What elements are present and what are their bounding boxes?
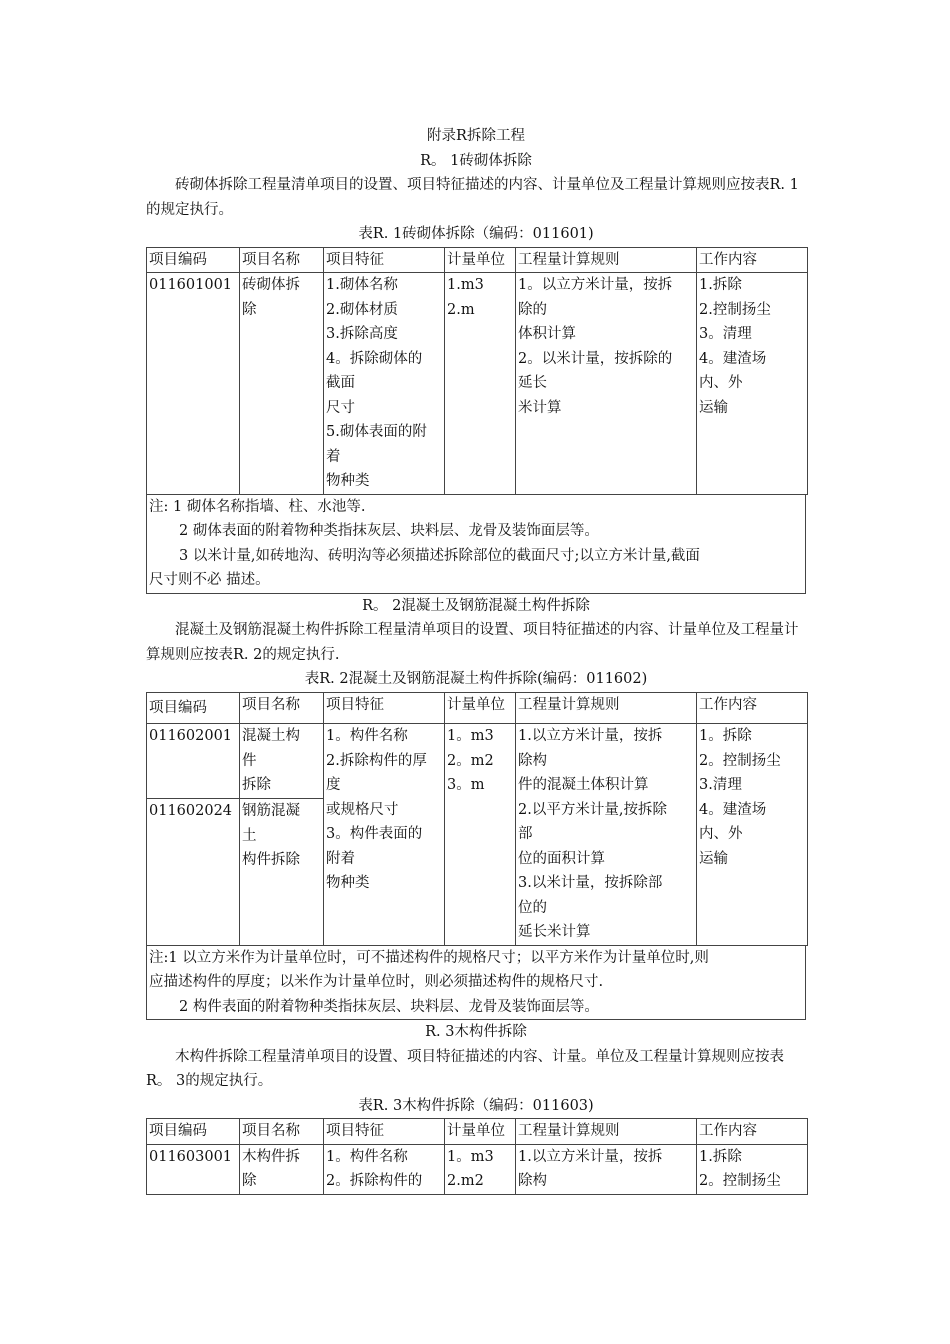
work-cell: 1.拆除 2.控制扬尘 3。清理 4。建渣场 内、外 运输 <box>697 273 808 495</box>
table-title: 表R. 3木构件拆除（编码：011603) <box>358 1097 594 1114</box>
header-cell: 工作内容 <box>697 1119 808 1145</box>
paragraph-line: 木构件拆除工程量清单项目的设置、项目特征描述的内容、计量。单位及工程量计算 <box>175 1048 712 1065</box>
section-paragraph <box>146 173 806 222</box>
units-cell: 1。m3 2。m2 3。m <box>445 724 516 946</box>
section-paragraph <box>146 1045 806 1094</box>
header-cell: 项目特征 <box>324 247 445 273</box>
name-cell: 混凝土构 件 拆除 <box>240 724 324 799</box>
code-cell: 011601001 <box>147 273 240 495</box>
name-cell: 砖砌体拆 除 <box>240 273 324 495</box>
table-row <box>147 724 808 799</box>
table-header-row <box>147 1119 808 1145</box>
units-cell: 1。m3 2.m2 <box>445 1144 516 1194</box>
code-cell: 011603001 <box>147 1144 240 1194</box>
header-cell: 项目编码 <box>147 247 240 273</box>
appendix-title: 附录R拆除工程 <box>427 128 525 144</box>
header-cell: 工程量计算规则 <box>516 1119 697 1145</box>
header-cell: 工作内容 <box>697 692 808 724</box>
paragraph-line: 混凝土及钢筋混凝土构件拆除工程量清单项目的设置、项目特征描述的内容、计量单 <box>175 622 712 638</box>
rules-cell: 1.以立方米计量，按拆 除构 <box>516 1144 697 1194</box>
section-heading: R。 2混凝土及钢筋混凝土构件拆除 <box>362 597 590 614</box>
header-cell: 项目特征 <box>324 1119 445 1145</box>
table-r3 <box>146 1118 808 1195</box>
table-header-row <box>147 692 808 724</box>
table-title: 表R. 2混凝土及钢筋混凝土构件拆除(编码：011602) <box>304 671 648 687</box>
name-cell: 钢筋混凝 土 构件拆除 <box>240 799 324 946</box>
features-cell: 1。构件名称 2。拆除构件的 <box>324 1144 445 1194</box>
table-r1 <box>146 247 808 495</box>
header-cell: 项目编码 <box>147 1119 240 1145</box>
table-title: 表R. 1砖砌体拆除（编码：011601) <box>358 226 594 242</box>
document-page <box>146 124 806 1195</box>
name-cell: 木构件拆 除 <box>240 1144 324 1194</box>
features-cell: 1.砌体名称 2.砌体材质 3.拆除高度 4。拆除砌体的 截面 尺寸 5.砌体表面的附 着 物种类 <box>324 273 445 495</box>
units-cell: 1.m3 2.m <box>445 273 516 495</box>
header-cell: 工作内容 <box>697 247 808 273</box>
table-note: 注:1 以立方米作为计量单位时，可不描述构件的规格尺寸；以平方米作为计量单位时,则 应描述构件的厚度；以米作为计量单位时，则必须描述构件的规格尺寸. 2 构件表面的附着物种类指抹灰层、块料层、龙骨及装饰面层等。 <box>146 946 806 1021</box>
section-heading: R。 1砖砌体拆除 <box>420 152 532 169</box>
rules-cell: 1.以立方米计量，按拆 除构 件的混凝土体积计算 2.以平方米计量,按拆除 部 位的面积计算 3.以米计量，按拆除部 位的 延长米计算 <box>516 724 697 946</box>
table-note: 注: 1 砌体名称指墙、柱、水池等. 2 砌体表面的附着物种类指抹灰层、块料层、龙骨及装饰面层等。 3 以米计量,如砖地沟、砖明沟等必须描述拆除部位的截面尺寸;以立方米计量,截面 尺寸则不必 描述。 <box>146 495 806 594</box>
header-cell: 项目名称 <box>240 247 324 273</box>
header-cell: 工程量计算规则 <box>516 692 697 724</box>
table-row <box>147 1144 808 1194</box>
header-cell: 工程量计算规则 <box>516 247 697 273</box>
header-cell: 计量单位 <box>445 1119 516 1145</box>
paragraph-line: 位及工程量计算规则应按表R. 2的规定执行. <box>146 622 799 663</box>
paragraph-line: 砖砌体拆除工程量清单项目的设置、项目特征描述的内容、计量单位及工程量计算规 <box>175 177 712 193</box>
header-cell: 项目名称 <box>240 692 324 724</box>
code-cell: 011602024 <box>147 799 240 946</box>
header-cell: 项目特征 <box>324 692 445 724</box>
paragraph-line: 则应按表R. 1的规定执行。 <box>146 177 799 218</box>
code-cell: 011602001 <box>147 724 240 799</box>
header-cell: 项目名称 <box>240 1119 324 1145</box>
header-cell: 项目编码 <box>147 692 240 724</box>
work-cell: 1。拆除 2。控制扬尘 3.清理 4。建渣场 内、外 运输 <box>697 724 808 946</box>
table-header-row <box>147 247 808 273</box>
section-paragraph <box>146 618 806 667</box>
table-r2 <box>146 692 808 946</box>
paragraph-line: 规则应按表R。 3的规定执行。 <box>146 1048 784 1089</box>
header-cell: 计量单位 <box>445 247 516 273</box>
work-cell: 1.拆除 2。控制扬尘 <box>697 1144 808 1194</box>
section-heading: R. 3木构件拆除 <box>425 1024 527 1040</box>
features-cell: 1。构件名称 2.拆除构件的厚 度 或规格尺寸 3。构件表面的 附着 物种类 <box>324 724 445 946</box>
rules-cell: 1。以立方米计量，按拆 除的 体积计算 2。以米计量，按拆除的 延长 米计算 <box>516 273 697 495</box>
header-cell: 计量单位 <box>445 692 516 724</box>
table-row <box>147 273 808 495</box>
